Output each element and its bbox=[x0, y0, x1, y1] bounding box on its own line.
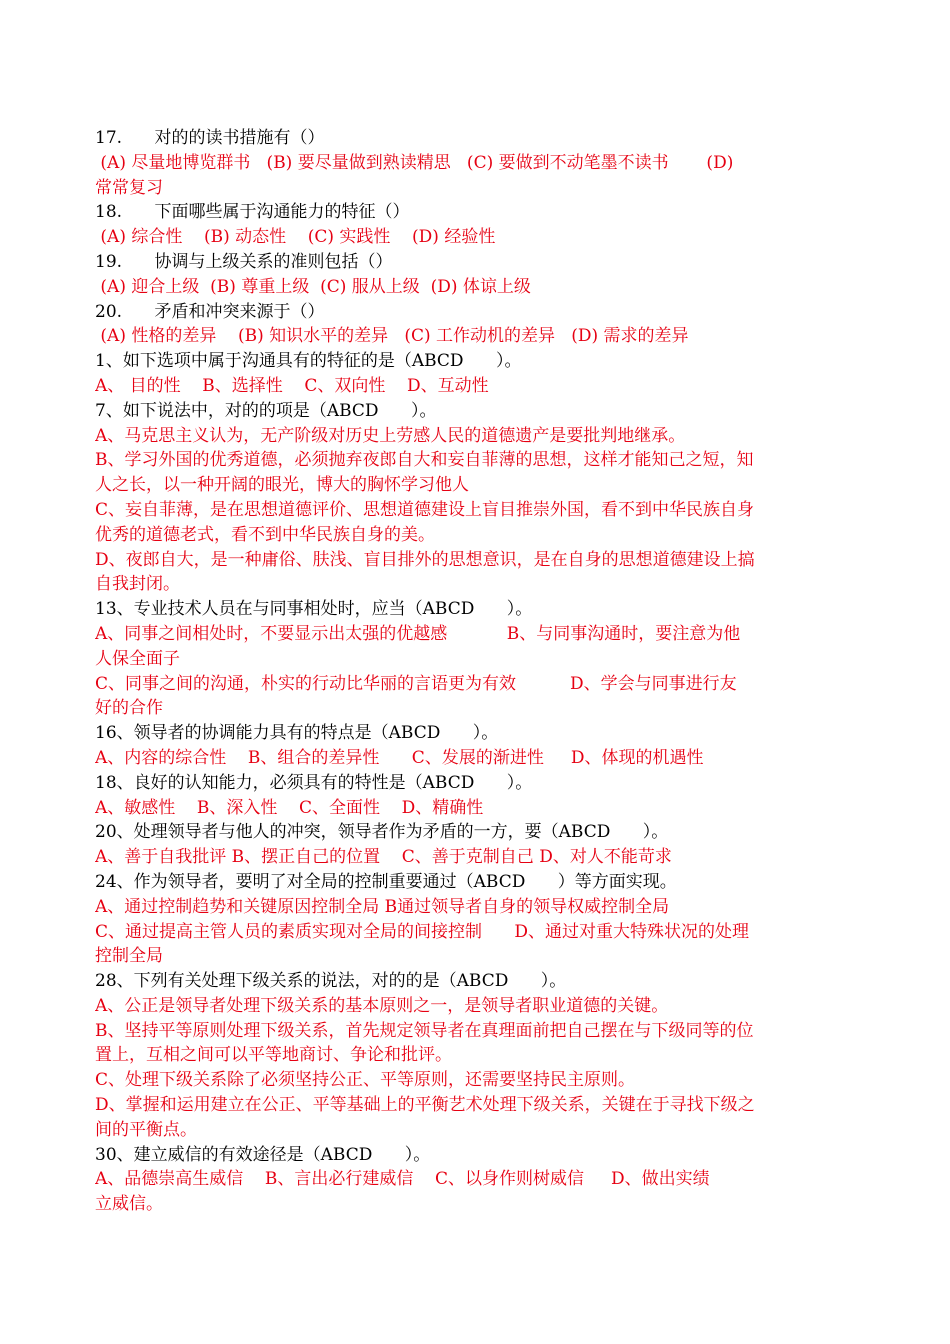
answer-line: B、坚持平等原则处理下级关系，首先规定领导者在真理面前把自己摆在与下级同等的位 bbox=[95, 1020, 754, 1041]
question-line: 18、良好的认知能力，必须具有的特性是（ABCD ）。 bbox=[95, 772, 533, 793]
question-line: 13、专业技术人员在与同事相处时，应当（ABCD ）。 bbox=[95, 599, 533, 620]
answer-line: 优秀的道德老式，看不到中华民族自身的美。 bbox=[95, 524, 435, 545]
question-line: 30、建立威信的有效途径是（ABCD ）。 bbox=[95, 1144, 431, 1165]
answer-line: A、敏感性 B、深入性 C、全面性 D、精确性 bbox=[95, 797, 484, 818]
question-line: 17. 对的的读书措施有（） bbox=[95, 128, 325, 148]
answer-line: 常常复习 bbox=[95, 177, 163, 198]
answer-line: D、掌握和运用建立在公正、平等基础上的平衡艺术处理下级关系，关键在于寻找下级之 bbox=[95, 1095, 755, 1116]
answer-line: A、同事之间相处时，不要显示出太强的优越感 B、与同事沟通时，要注意为他 bbox=[95, 623, 741, 644]
answer-line: C、妄自菲薄，是在思想道德评价、思想道德建设上盲目推崇外国，看不到中华民族自身 bbox=[95, 499, 755, 520]
question-line: 1、如下选项中属于沟通具有的特征的是（ABCD ）。 bbox=[95, 351, 522, 372]
answer-line: 人之长，以一种开阔的眼光，博大的胸怀学习他人 bbox=[95, 475, 469, 496]
question-line: 24、作为领导者，要明了对全局的控制重要通过（ABCD ）等方面实现。 bbox=[95, 871, 677, 892]
question-list bbox=[95, 126, 847, 1217]
question-line: 19. 协调与上级关系的准则包括（） bbox=[95, 251, 393, 272]
answer-line: B、学习外国的优秀道德，必须抛弃夜郎自大和妄自菲薄的思想，这样才能知己之短，知 bbox=[95, 450, 754, 471]
answer-line: (A) 迎合上级 (B) 尊重上级 (C) 服从上级 (D) 体谅上级 bbox=[95, 276, 531, 297]
question-line: 18. 下面哪些属于沟通能力的特征（） bbox=[95, 202, 410, 223]
answer-line: A、内容的综合性 B、组合的差异性 C、发展的渐进性 D、体现的机遇性 bbox=[95, 747, 704, 768]
answer-line: A、 目的性 B、选择性 C、双向性 D、互动性 bbox=[95, 375, 489, 396]
answer-line: 置上，互相之间可以平等地商讨、争论和批评。 bbox=[95, 1045, 452, 1066]
answer-line: A、善于自我批评 B、摆正自己的位置 C、善于克制自己 D、对人不能苛求 bbox=[95, 847, 672, 868]
answer-line: 立威信。 bbox=[95, 1194, 163, 1215]
answer-line: C、处理下级关系除了必须坚持公正、平等原则，还需要坚持民主原则。 bbox=[95, 1070, 636, 1091]
answer-line: A、马克思主义认为，无产阶级对历史上劳感人民的道德遗产是要批判地继承。 bbox=[95, 425, 686, 446]
answer-line: (A) 尽量地博览群书 (B) 要尽量做到熟读精思 (C) 要做到不动笔墨不读书 (D) bbox=[95, 152, 734, 173]
answer-line: D、夜郎自大，是一种庸俗、肤浅、盲目排外的思想意识，是在自身的思想道德建设上搞 bbox=[95, 549, 755, 570]
answer-line: 人保全面子 bbox=[95, 648, 180, 669]
question-line: 20、处理领导者与他人的冲突，领导者作为矛盾的一方，要（ABCD ）。 bbox=[95, 822, 669, 843]
question-line: 7、如下说法中，对的的项是（ABCD ）。 bbox=[95, 400, 437, 421]
answer-line: C、通过提高主管人员的素质实现对全局的间接控制 D、通过对重大特殊状况的处理 bbox=[95, 921, 750, 942]
question-line: 28、下列有关处理下级关系的说法，对的的是（ABCD ）。 bbox=[95, 971, 567, 992]
question-line: 16、领导者的协调能力具有的特点是（ABCD ）。 bbox=[95, 723, 499, 744]
answer-line: A、品德崇高生威信 B、言出必行建威信 C、以身作则树威信 D、做出实绩 bbox=[95, 1169, 710, 1190]
answer-line: A、通过控制趋势和关键原因控制全局 B通过领导者自身的领导权威控制全局 bbox=[95, 896, 670, 917]
answer-line: 好的合作 bbox=[95, 698, 163, 719]
answer-line: (A) 综合性 (B) 动态性 (C) 实践性 (D) 经验性 bbox=[95, 227, 496, 248]
answer-line: C、同事之间的沟通，朴实的行动比华丽的言语更为有效 D、学会与同事进行友 bbox=[95, 673, 737, 694]
answer-line: (A) 性格的差异 (B) 知识水平的差异 (C) 工作动机的差异 (D) 需求的差异 bbox=[95, 326, 689, 347]
answer-line: 间的平衡点。 bbox=[95, 1119, 197, 1140]
answer-line: 控制全局 bbox=[95, 946, 163, 967]
answer-line: A、公正是领导者处理下级关系的基本原则之一，是领导者职业道德的关键。 bbox=[95, 995, 669, 1016]
answer-line: 自我封闭。 bbox=[95, 574, 180, 595]
question-line: 20. 矛盾和冲突来源于（） bbox=[95, 301, 325, 322]
